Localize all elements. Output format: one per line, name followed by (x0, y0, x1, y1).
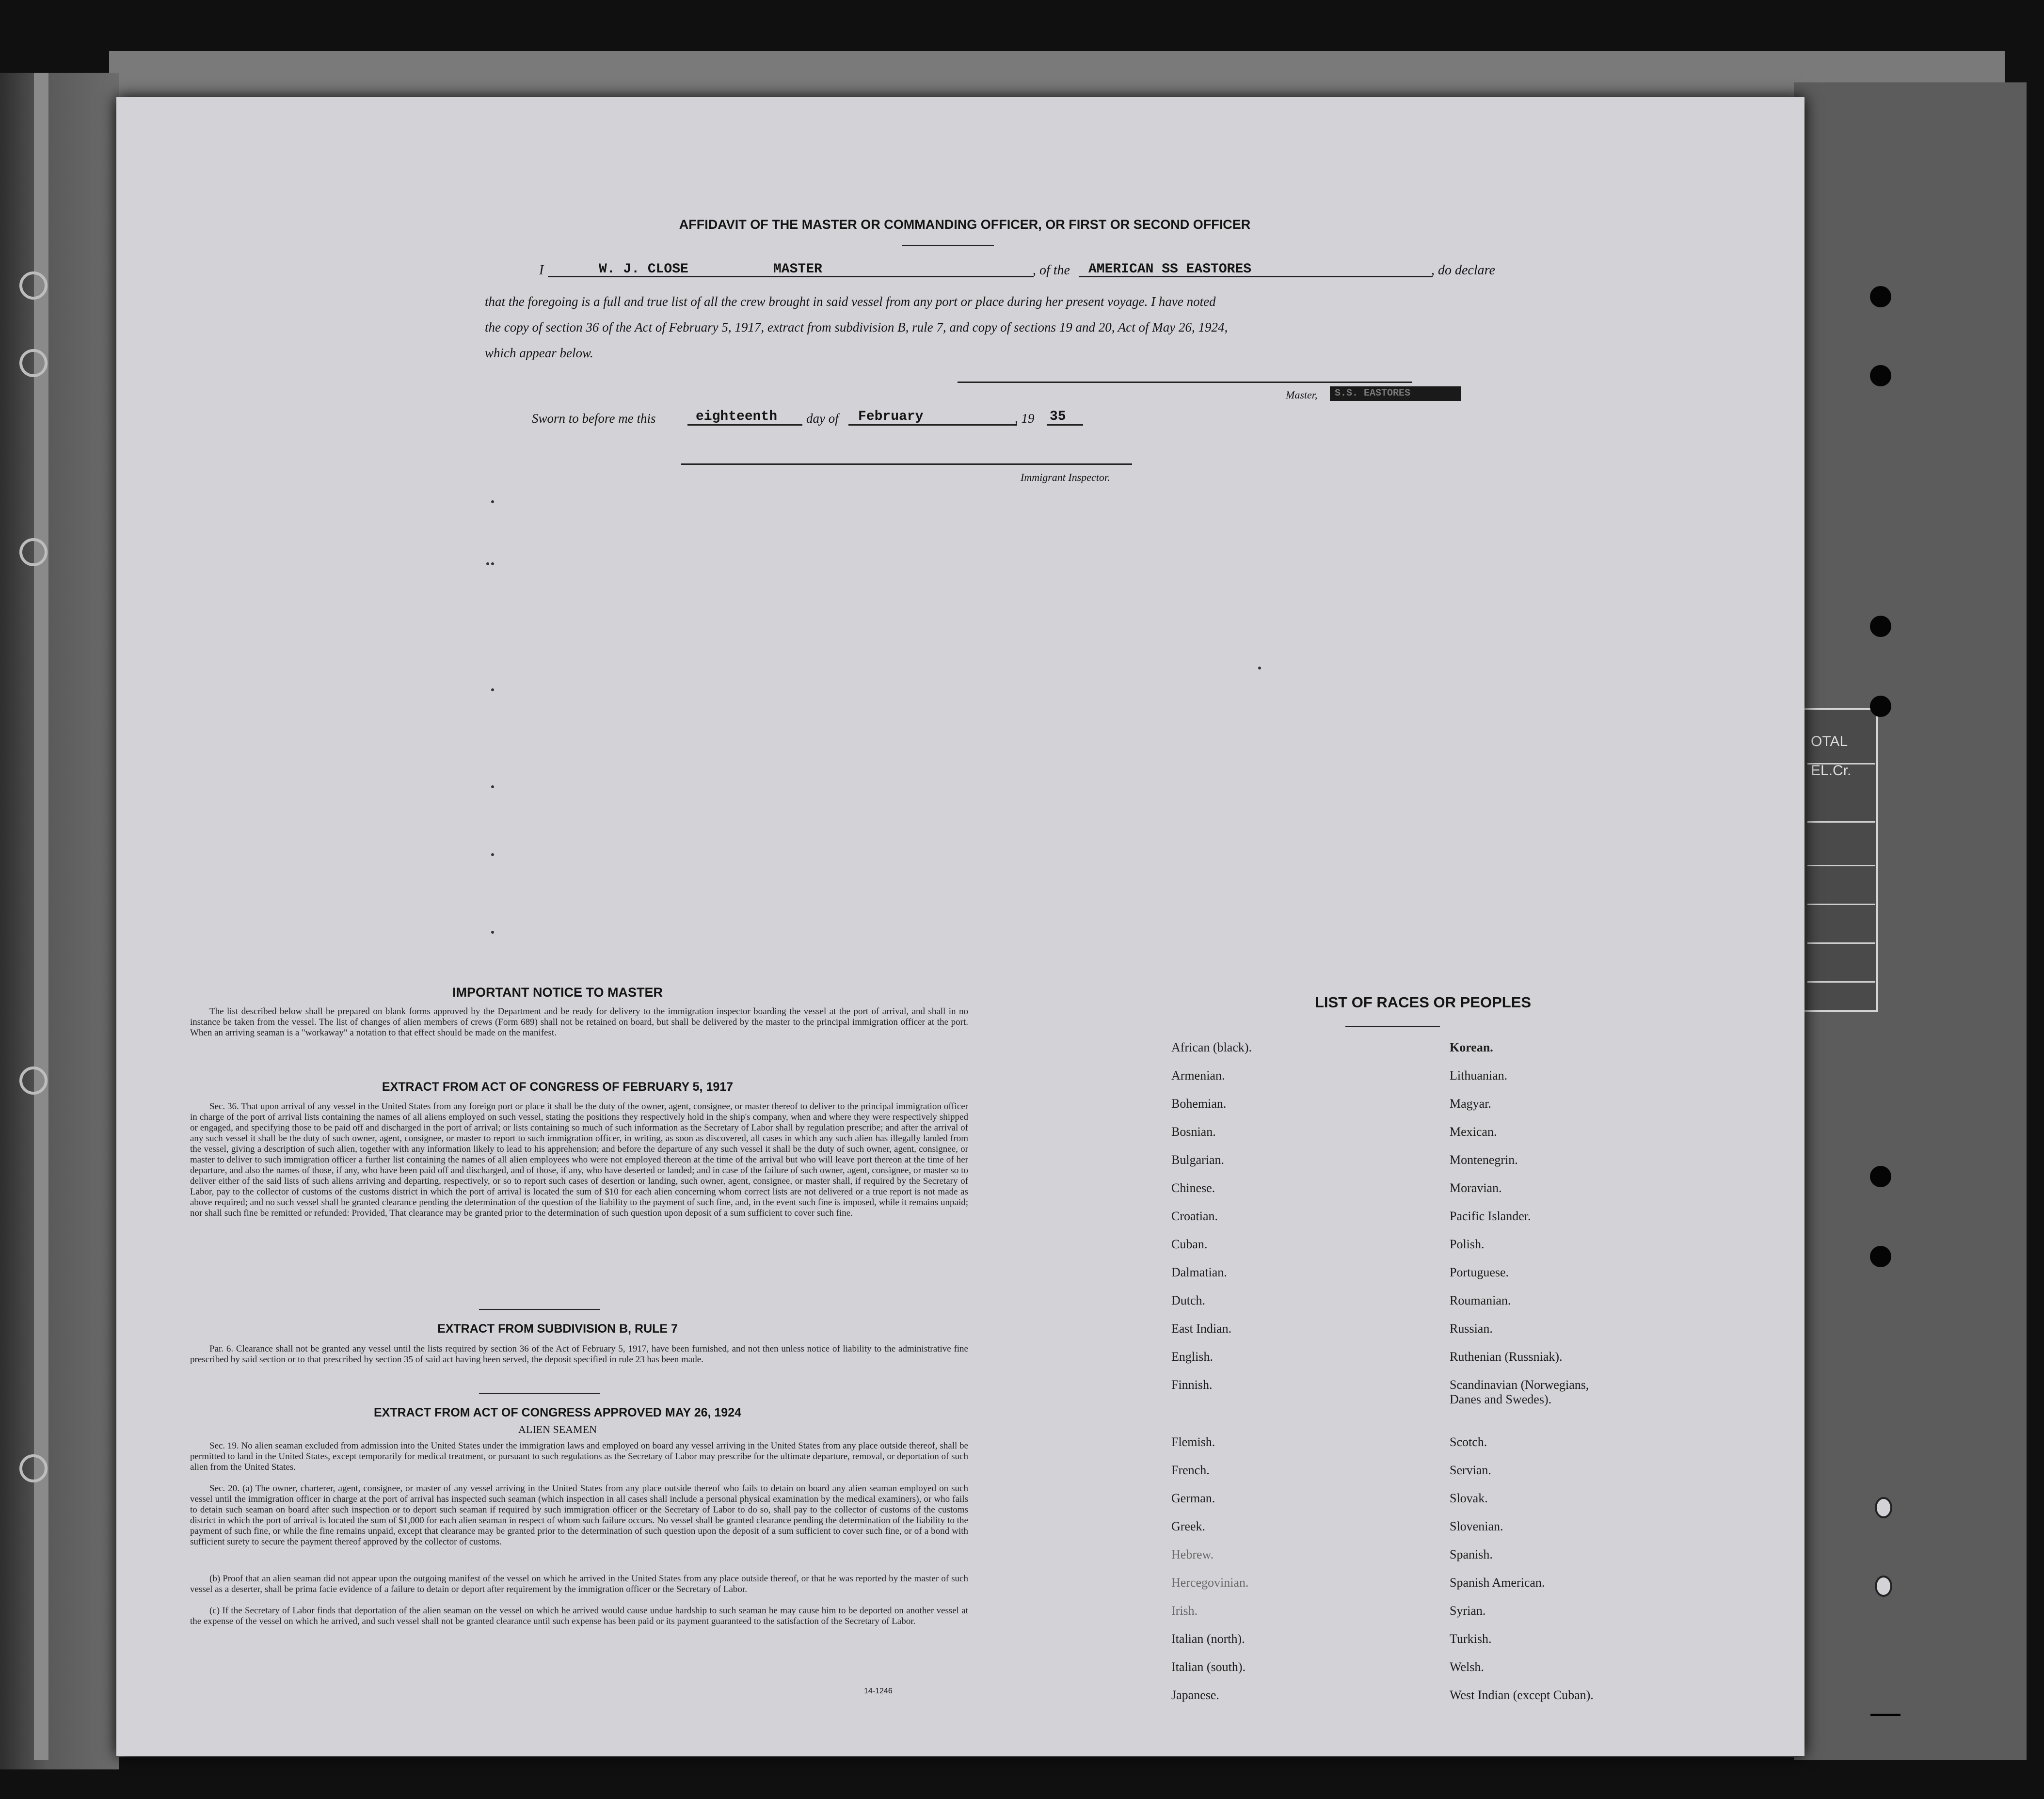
race-item: German. (1171, 1491, 1215, 1505)
section-20b-text: (b) Proof that an alien seaman did not appear upon the outgoing manifest of the vessel on which he arrived in the United States from any place outside thereof, or that he was reported by the master of such vessel as a deserter, shall be prima facie evidence of a failure to detain or deport after requirement by the immigration officer or the Secretary of Labor. (190, 1574, 968, 1594)
race-item: Turkish. (1450, 1632, 1492, 1646)
sworn-day: eighteenth (696, 409, 778, 424)
race-item: West Indian (except Cuban). (1450, 1688, 1594, 1702)
extract-1917-text: Sec. 36. That upon arrival of any vessel in the United States from any foreign port or place it shall be the duty of the owner, agent, consignee, or master thereof to deliver to the principal immigration officer in charge of the port of arrival lists containing the names of all aliens employed on such vessel, stating the positions they respectively hold in the ship's company, when and where they were respectively shipped or engaged, and specifying those to be paid off and discharged in the port of arrival; or lists containing so much of such information as the Secretary of Labor shall by regulation prescribe; and after the arrival of any such vessel it shall be the duty of such owner, agent, consignee, or master to report to such immigration officer, in writing, as soon as discovered, all cases in which any such alien has illegally landed from the vessel, giving a description of such alien, together with any information likely to lead to his apprehension; and before the departure of any such vessel it shall be the duty of such owner, agent, consignee, or master to deliver to such immigration officer a further list containing the names of all alien employees who were not employed thereon at the time of the arrival but who will leave port thereon at the time of her departure, and also the names of those, if any, who have been paid off and discharged, and of those, if any, who have deserted or landed; and in case of the failure of such owner, agent, consignee, or master so to deliver either of the said lists of such aliens arriving and departing, respectively, or so to report such cases of desertion or landing, such owner, agent, consignee, or master shall, if required by the Secretary of Labor, pay to the collector of customs of the customs district in which the port of arrival is located the sum of $10 for each alien concerning whom correct lists are not delivered or a true report is not made as above required; and no such vessel shall be granted clearance pending the determination of the question of the liability to the payment of such fine, and, in the event such fine is imposed, while it remains unpaid; nor shall such fine be remitted or refunded: Provided, That clearance may be granted prior to the determination of such question upon deposit of a sum sufficient to cover such fine. (190, 1101, 968, 1218)
race-item: Slovenian. (1450, 1519, 1503, 1533)
race-item: Syrian. (1450, 1604, 1486, 1618)
race-item: French. (1171, 1463, 1210, 1477)
race-item: Flemish. (1171, 1435, 1215, 1449)
race-item: Pacific Islander. (1450, 1209, 1531, 1223)
sworn-year: 35 (1050, 409, 1066, 424)
race-item: English. (1171, 1350, 1213, 1364)
day-of-label: day of (806, 411, 839, 426)
race-item: Korean. (1450, 1040, 1493, 1054)
race-item: Spanish. (1450, 1547, 1493, 1561)
section-19-text: Sec. 19. No alien seaman excluded from admission into the United States under the immigration laws and employed on board any vessel arriving in the United States from any place outside thereof, shall be permitted to land in the United States, except temporarily for medical treatment, or pursuant to such regulations as the Secretary of Labor may prescribe for the ultimate departure, removal, or deportation of such alien from the United States. (190, 1441, 968, 1472)
punch-hole-ring (1875, 1576, 1892, 1597)
race-item: Montenegrin. (1450, 1153, 1518, 1167)
race-item: Dalmatian. (1171, 1265, 1227, 1279)
margin-mark (491, 931, 494, 934)
margin-mark (491, 688, 494, 691)
master-signature-line (958, 382, 1412, 383)
section-20c-text: (c) If the Secretary of Labor finds that deportation of the alien seaman on the vessel on which he arrived would cause undue hardship to such seaman he may cause him to be deported on another vessel at the expense of the vessel on which he arrived, and such vessel shall not be granted clearance until such expense has been paid or its payment guaranteed to the satisfaction of the Secretary of Labor. (190, 1606, 968, 1626)
affidavit-body-line: the copy of section 36 of the Act of February 5, 1917, extract from subdivision B, rule 7, and copy of sections 19 and 20, Act of May 26, 1924, (485, 320, 1228, 334)
race-item: African (black). (1171, 1040, 1252, 1054)
margin-mark (491, 562, 494, 565)
title-rule (902, 245, 994, 246)
race-item: Irish. (1171, 1604, 1198, 1618)
form-number: 14-1246 (864, 1687, 893, 1695)
punch-hole (1870, 1166, 1891, 1187)
race-item: Italian (north). (1171, 1632, 1245, 1646)
affidavit-title: AFFIDAVIT OF THE MASTER OR COMMANDING OFFICER, OR FIRST OR SECOND OFFICER (679, 217, 1251, 232)
punch-hole (1870, 1246, 1891, 1267)
affidavit-body-line: which appear below. (485, 346, 593, 360)
section-rule (479, 1309, 600, 1310)
races-title: LIST OF RACES OR PEOPLES (1314, 994, 1532, 1011)
binder-ring (19, 1067, 48, 1095)
year-prefix: , 19 (1015, 411, 1035, 426)
binder-spine (0, 73, 119, 1769)
margin-mark (486, 562, 489, 565)
extract-rule7-text: Par. 6. Clearance shall not be granted any vessel until the lists required by section 36 of the Act of February 5, 1917, have been furnished, and not then unless notice of liability to the administrative fine prescribed by said section or to that prescribed by section 35 of said act having been served, the deposit specified in rule 23 has been made. (190, 1344, 968, 1365)
race-item: Polish. (1450, 1237, 1485, 1251)
race-item: Lithuanian. (1450, 1068, 1508, 1083)
binder-ring (19, 538, 48, 566)
margin-mark (491, 853, 494, 856)
race-item: Scandinavian (Norwegians, Danes and Swedes). (1450, 1378, 1589, 1406)
margin-mark (1258, 667, 1261, 669)
master-stamp-text: S.S. EASTORES (1335, 388, 1411, 399)
officer-name: W. J. CLOSE (599, 262, 688, 277)
race-item: Scotch. (1450, 1435, 1487, 1449)
punch-hole (1870, 365, 1891, 386)
margin-mark (491, 785, 494, 788)
race-item: Portuguese. (1450, 1265, 1509, 1279)
race-item: Armenian. (1171, 1068, 1225, 1083)
race-item: Hercegovinian. (1171, 1576, 1249, 1590)
races-right-column (1450, 1040, 1692, 1716)
binder-ring (19, 1454, 48, 1482)
race-item: Dutch. (1171, 1293, 1206, 1307)
race-item: Greek. (1171, 1519, 1206, 1533)
race-item: Magyar. (1450, 1097, 1491, 1111)
tally-box-text (1811, 727, 1851, 785)
race-item: East Indian. (1171, 1321, 1232, 1336)
race-item: Bosnian. (1171, 1125, 1216, 1139)
race-item: Italian (south). (1171, 1660, 1246, 1674)
officer-rank: MASTER (773, 262, 822, 277)
race-item: Roumanian. (1450, 1293, 1511, 1307)
punch-hole (1870, 286, 1891, 307)
race-item: Cuban. (1171, 1237, 1208, 1251)
race-item: Chinese. (1171, 1181, 1215, 1195)
race-item: Russian. (1450, 1321, 1493, 1336)
extract-1924-title: EXTRACT FROM ACT OF CONGRESS APPROVED MAY 26, 1924 (373, 1406, 742, 1419)
race-item: Moravian. (1450, 1181, 1502, 1195)
margin-mark (491, 500, 494, 503)
race-item: Bulgarian. (1171, 1153, 1225, 1167)
races-title-rule (1345, 1026, 1440, 1027)
race-item: Japanese. (1171, 1688, 1219, 1702)
punch-hole-ring (1875, 1497, 1892, 1518)
do-declare-label: , do declare (1431, 263, 1495, 278)
race-item: Spanish American. (1450, 1576, 1545, 1590)
binder-strip (34, 73, 48, 1760)
races-left-column (1171, 1040, 1414, 1716)
edge-mark (1870, 1714, 1900, 1716)
section-20a-text: Sec. 20. (a) The owner, charterer, agent, consignee, or master of any vessel arriving in the United States from any place outside thereof who fails to detain on board any alien seaman employed on such vessel until the immigration officer in charge at the port of arrival has inspected such seaman (which inspection in all cases shall include a personal physical examination by the medical examiners), or who fails to detain such seaman on board after such inspection or to deport such seaman if required by such immigration officer or the Secretary of Labor to do so, shall pay to the collector of customs of the customs district in which the port of arrival is located the sum of $1,000 for each alien seaman in respect of whom such failure occurs. No vessel shall be granted clearance pending the determination of the liability to the payment of such fine, or while the fine remains unpaid, except that clearance may be granted prior to the determination of such question upon the deposit of a sum sufficient to cover such fine, or of a bond with sufficient surety to secure the payment thereof approved by the collector of customs. (190, 1483, 968, 1547)
master-label: Master, (1286, 389, 1318, 401)
master-stamp (1330, 386, 1461, 401)
vessel-name: AMERICAN SS EASTORES (1088, 262, 1252, 277)
extract-1924-subtitle: ALIEN SEAMEN (518, 1423, 597, 1435)
affidavit-i: I (539, 263, 544, 278)
of-the-label: , of the (1033, 263, 1070, 278)
race-item: Hebrew. (1171, 1547, 1214, 1561)
race-item: Mexican. (1450, 1125, 1497, 1139)
race-item: Slovak. (1450, 1491, 1488, 1505)
inspector-signature-line (681, 463, 1132, 465)
race-item: Croatian. (1171, 1209, 1218, 1223)
extract-1917-title: EXTRACT FROM ACT OF CONGRESS OF FEBRUARY 5, 1917 (382, 1080, 734, 1094)
binder-ring (19, 271, 48, 300)
sworn-month: February (858, 409, 924, 424)
sworn-label: Sworn to before me this (532, 411, 656, 426)
section-rule (479, 1393, 600, 1394)
affidavit-body-line: that the foregoing is a full and true list of all the crew brought in said vessel from any port or place during her present voyage. I have noted (485, 294, 1216, 309)
manifest-sheet (116, 97, 1804, 1756)
notice-text: The list described below shall be prepared on blank forms approved by the Department and be ready for delivery to the immigration inspector boarding the vessel at the port of arrival, and shall in no instance be taken from the vessel. The list of changes of alien members of crews (Form 689) shall not be retained on board, but shall be delivered by the master to the principal immigration officer at the port. When an arriving seaman is a "workaway" a notation to that effect should be made on the manifest. (190, 1006, 968, 1038)
inspector-label: Immigrant Inspector. (1021, 471, 1110, 483)
affidavit-body (485, 289, 1527, 366)
tally-label-total: OTAL (1811, 733, 1848, 749)
punch-hole (1870, 696, 1891, 717)
race-item: Bohemian. (1171, 1097, 1227, 1111)
punch-hole (1870, 616, 1891, 637)
notice-title: IMPORTANT NOTICE TO MASTER (452, 985, 663, 1000)
race-item: Servian. (1450, 1463, 1491, 1477)
race-item: Finnish. (1171, 1378, 1213, 1392)
race-item: Ruthenian (Russniak). (1450, 1350, 1563, 1364)
binder-ring (19, 349, 48, 377)
extract-rule7-title: EXTRACT FROM SUBDIVISION B, RULE 7 (437, 1322, 678, 1336)
race-item: Welsh. (1450, 1660, 1484, 1674)
tally-label-del: EL.Cr. (1811, 763, 1852, 779)
